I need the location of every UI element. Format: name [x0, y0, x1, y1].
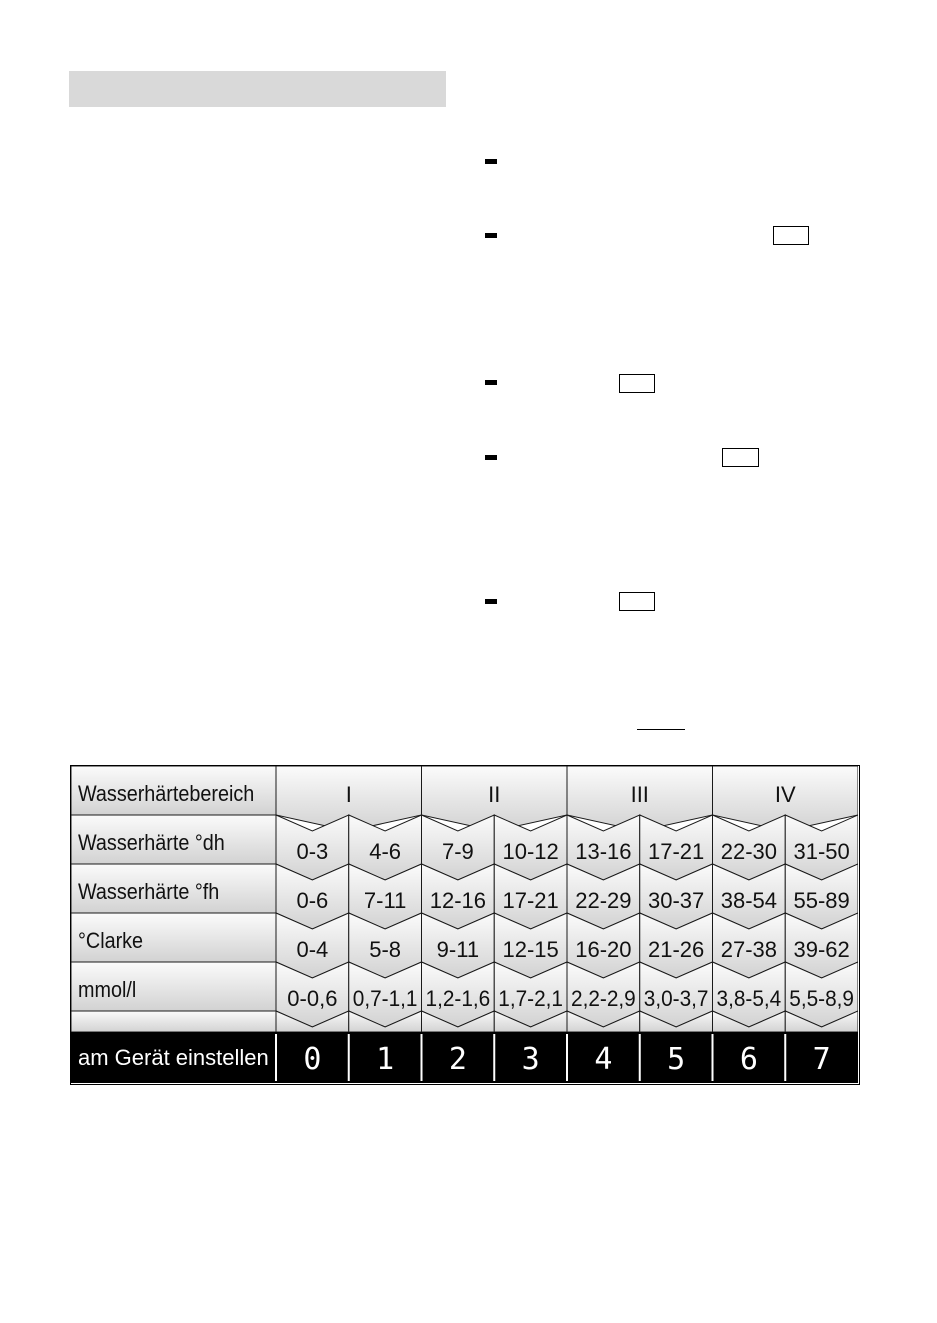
section-heading-bar — [69, 71, 446, 107]
key-button-box — [619, 374, 655, 393]
hardness-value: 17-21 — [647, 839, 705, 864]
hardness-value: 5-8 — [369, 937, 402, 962]
hardness-value: 10-12 — [502, 839, 559, 864]
hardness-value: 17-21 — [502, 888, 559, 913]
hardness-value: 7-9 — [441, 839, 474, 864]
hardness-value: 5,5-8,9 — [789, 986, 854, 1011]
setting-digit: 7 — [812, 1042, 831, 1077]
range-label: II — [488, 782, 501, 807]
key-button-box — [722, 448, 759, 467]
row-label: Wasserhärte °dh — [78, 831, 225, 856]
setting-digit: 4 — [594, 1042, 613, 1077]
hardness-value: 1,2-1,6 — [425, 986, 491, 1011]
list-bullet — [485, 380, 497, 385]
water-hardness-table — [70, 765, 860, 1085]
range-label: III — [630, 782, 649, 807]
hardness-value: 30-37 — [647, 888, 705, 913]
hardness-value: 38-54 — [720, 888, 778, 913]
hardness-value: 9-11 — [436, 937, 480, 962]
setting-digit: 5 — [667, 1042, 686, 1077]
hardness-value: 22-30 — [720, 839, 778, 864]
row-label-cell — [71, 1011, 276, 1032]
hardness-value: 22-29 — [575, 888, 632, 913]
hardness-value: 31-50 — [793, 839, 850, 864]
hardness-value: 0-0,6 — [287, 986, 338, 1011]
hardness-value: 16-20 — [575, 937, 632, 962]
range-label: IV — [774, 782, 796, 807]
hardness-value: 0-4 — [296, 937, 329, 962]
hardness-value: 3,0-3,7 — [643, 986, 709, 1011]
setting-digit: 3 — [521, 1042, 540, 1077]
list-bullet — [485, 233, 497, 238]
hardness-value: 4-6 — [369, 839, 402, 864]
setting-digit: 6 — [739, 1042, 758, 1077]
hardness-value: 21-26 — [647, 937, 705, 962]
hardness-value: 0-6 — [296, 888, 329, 913]
hardness-value: 39-62 — [793, 937, 850, 962]
hardness-value: 12-16 — [429, 888, 487, 913]
row-label: Wasserhärte °fh — [78, 880, 220, 905]
hardness-value: 3,8-5,4 — [716, 986, 782, 1011]
list-bullet — [485, 159, 497, 164]
key-button-box — [619, 592, 655, 611]
setting-digit: 1 — [376, 1042, 395, 1077]
hardness-value: 27-38 — [720, 937, 778, 962]
hardness-value: 7-11 — [363, 888, 407, 913]
row-label: °Clarke — [78, 929, 144, 954]
hardness-value: 1,7-2,1 — [498, 986, 563, 1011]
hardness-value: 13-16 — [575, 839, 632, 864]
hardness-value: 2,2-2,9 — [571, 986, 636, 1011]
footer-label: am Gerät einstellen — [78, 1045, 269, 1070]
hardness-value: 0,7-1,1 — [352, 986, 418, 1011]
hardness-value: 12-15 — [502, 937, 559, 962]
header-row-label: Wasserhärtebereich — [78, 782, 255, 807]
hardness-value: 55-89 — [793, 888, 850, 913]
setting-digit: 2 — [448, 1042, 467, 1077]
water-hardness-grid — [71, 766, 858, 1083]
row-label: mmol/l — [78, 978, 137, 1003]
setting-digit: 0 — [303, 1042, 322, 1077]
list-bullet — [485, 599, 497, 604]
hardness-value: 0-3 — [296, 839, 329, 864]
key-button-box — [773, 226, 809, 245]
list-bullet — [485, 455, 497, 460]
range-label: I — [345, 782, 352, 807]
underline-mark — [637, 729, 685, 730]
